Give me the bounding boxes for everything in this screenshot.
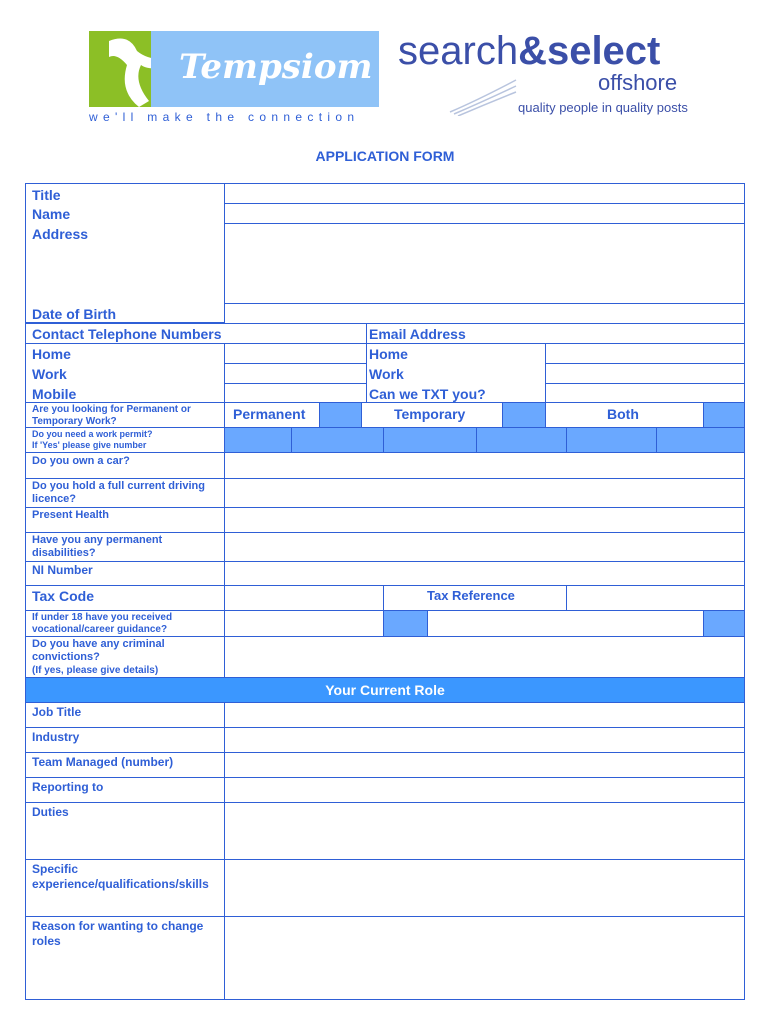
reporting-label: Reporting to xyxy=(32,780,104,794)
address-label: Address xyxy=(32,226,89,242)
job-title-label: Job Title xyxy=(32,705,82,719)
ss-tagline: quality people in quality posts xyxy=(518,100,688,115)
work-permit-box-4[interactable] xyxy=(476,427,567,453)
tempsiom-name: Tempsiom xyxy=(179,47,373,87)
industry-label: Industry xyxy=(32,730,80,744)
txt-label: Can we TXT you? xyxy=(369,386,486,402)
work-phone-field[interactable] xyxy=(224,363,367,384)
guidance-no-box[interactable] xyxy=(703,610,745,637)
tax-code-field[interactable] xyxy=(224,585,384,611)
work-permit-box-1[interactable] xyxy=(224,427,292,453)
experience-field[interactable] xyxy=(224,859,745,917)
team-label: Team Managed (number) xyxy=(32,755,174,769)
both-checkbox[interactable] xyxy=(703,402,745,428)
permanent-checkbox[interactable] xyxy=(319,402,362,428)
guidance-question: If under 18 have you received vocational/career guidance? xyxy=(32,612,173,635)
work-permit-box-2[interactable] xyxy=(291,427,384,453)
dob-field[interactable] xyxy=(224,303,745,324)
experience-label: Specific experience/qualifications/skills xyxy=(32,862,209,891)
perm-temp-question: Are you looking for Permanent or Temporary Work? xyxy=(32,404,191,427)
mobile-phone-field[interactable] xyxy=(224,383,367,403)
home-phone-field[interactable] xyxy=(224,343,367,364)
title-field[interactable] xyxy=(224,183,745,204)
licence-question: Do you hold a full current driving licence? xyxy=(32,480,205,505)
work-permit-box-6[interactable] xyxy=(656,427,745,453)
mobile-phone-label: Mobile xyxy=(32,386,77,402)
email-home-field[interactable] xyxy=(545,343,745,364)
address-field[interactable] xyxy=(224,223,745,304)
title-label: Title xyxy=(32,187,61,203)
current-role-header: Your Current Role xyxy=(25,677,745,703)
car-field[interactable] xyxy=(224,452,745,479)
industry-field[interactable] xyxy=(224,727,745,753)
both-label: Both xyxy=(607,406,639,422)
tax-ref-field[interactable] xyxy=(566,585,745,611)
name-label: Name xyxy=(32,206,71,222)
ss-offshore-text: offshore xyxy=(598,70,678,95)
permanent-label: Permanent xyxy=(233,406,306,422)
home-phone-label: Home xyxy=(32,346,71,362)
name-field[interactable] xyxy=(224,203,745,224)
email-home-label: Home xyxy=(369,346,408,362)
ss-amp-text: & xyxy=(518,29,547,73)
guidance-middle-cell xyxy=(427,610,704,637)
form-title: APPLICATION FORM xyxy=(315,148,455,164)
guidance-spacer-cell xyxy=(224,610,384,637)
temporary-label: Temporary xyxy=(394,406,466,422)
health-label: Present Health xyxy=(32,509,110,521)
guidance-yes-box[interactable] xyxy=(383,610,428,637)
ni-field[interactable] xyxy=(224,561,745,586)
duties-field[interactable] xyxy=(224,802,745,860)
disabilities-question: Have you any permanent disabilities? xyxy=(32,534,163,559)
convictions-note: (If yes, please give details) xyxy=(32,665,159,676)
contact-phone-label: Contact Telephone Numbers xyxy=(32,326,222,342)
ss-select-text: select xyxy=(546,29,661,73)
txt-field[interactable] xyxy=(545,383,745,403)
duties-label: Duties xyxy=(32,805,69,819)
tax-code-label: Tax Code xyxy=(32,588,94,604)
car-question: Do you own a car? xyxy=(32,455,130,467)
reason-field[interactable] xyxy=(224,916,745,1000)
disabilities-field[interactable] xyxy=(224,532,745,562)
personal-label-block xyxy=(25,183,225,323)
email-label: Email Address xyxy=(369,326,466,342)
reason-label: Reason for wanting to change roles xyxy=(32,919,204,948)
work-permit-box-5[interactable] xyxy=(566,427,657,453)
email-work-field[interactable] xyxy=(545,363,745,384)
convictions-field[interactable] xyxy=(224,636,745,678)
reporting-field[interactable] xyxy=(224,777,745,803)
ss-search-text: search xyxy=(398,29,519,73)
licence-field[interactable] xyxy=(224,478,745,508)
email-work-label: Work xyxy=(369,366,404,382)
work-permit-question: Do you need a work permit? If 'Yes' please give number xyxy=(32,429,153,450)
dob-label: Date of Birth xyxy=(32,306,116,322)
ni-label: NI Number xyxy=(32,563,93,577)
health-field[interactable] xyxy=(224,507,745,533)
convictions-question: Do you have any criminal convictions? xyxy=(32,638,165,663)
team-field[interactable] xyxy=(224,752,745,778)
temporary-checkbox[interactable] xyxy=(502,402,546,428)
tax-ref-label: Tax Reference xyxy=(427,588,515,603)
job-title-field[interactable] xyxy=(224,702,745,728)
tempsiom-tagline: w e ' l l m a k e t h e c o n n e c t i o n xyxy=(89,110,356,124)
work-phone-label: Work xyxy=(32,366,67,382)
work-permit-box-3[interactable] xyxy=(383,427,477,453)
